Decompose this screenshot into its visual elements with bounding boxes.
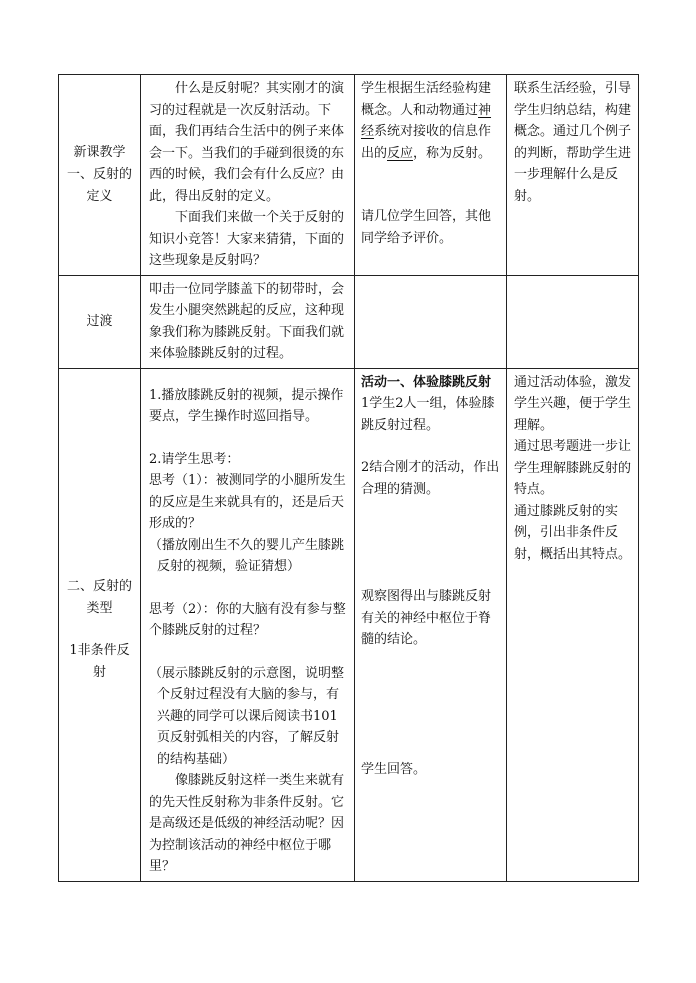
section-cell	[59, 275, 141, 368]
intent-text: 通过思考题进一步让学生理解膝跳反射的特点。	[514, 439, 632, 497]
intent-text: 联系生活经验，引导学生归纳总结，构建概念。通过几个例子的判断，帮助学生进一步理解什么是反射。	[514, 81, 632, 204]
intent-text: 通过膝跳反射的实例，引出非条件反射，概括出其特点。	[514, 503, 632, 562]
teacher-text: （播放刚出生不久的婴儿产生膝跳反射的视频，验证猜想）	[149, 537, 345, 574]
student-text: 学生根据生活经验构建概念。人和动物通过神经系统对接收的信息作出的反应，称为反射。	[361, 81, 492, 161]
teacher-activity-cell	[141, 75, 355, 276]
teacher-text: 1.播放膝跳反射的视频，提示操作要点，学生操作时巡回指导。	[149, 387, 344, 424]
table-row	[59, 75, 639, 276]
section-cell	[59, 75, 141, 276]
underlined-term: 反应	[387, 145, 414, 161]
section-label: 类型	[86, 600, 113, 616]
student-activity-cell	[355, 275, 507, 368]
teacher-text: 叩击一位同学膝盖下的韧带时，会发生小腿突然跳起的反应，这种现象我们称为膝跳反射。下面我们就来体验膝跳反射的过程。	[149, 281, 345, 361]
teacher-activity-cell	[141, 275, 355, 368]
student-text: 学生回答。	[361, 761, 427, 777]
student-text: 1学生2人一组，体验膝跳反射过程。	[361, 396, 495, 433]
lesson-plan-table	[58, 74, 639, 882]
activity-title: 活动一、体验膝跳反射	[361, 374, 492, 390]
section-label: 一、反射的	[66, 166, 132, 182]
section-label: 定义	[86, 188, 113, 204]
design-intent-cell	[507, 368, 639, 881]
section-label: 射	[92, 664, 106, 680]
design-intent-cell	[507, 275, 639, 368]
underlined-term: 神经	[361, 102, 492, 139]
section-label: 过渡	[86, 313, 113, 329]
student-activity-cell	[355, 368, 507, 881]
teacher-text: 什么是反射呢？其实刚才的演习的过程就是一次反射活动。下面，我们再结合生活中的例子来体会一下。当我们的手碰到很烫的东西的时候，我们会有什么反应？由此，得出反射的定义。	[149, 81, 345, 204]
table-row	[59, 275, 639, 368]
table-row	[59, 368, 639, 881]
teacher-text: 下面我们来做一个关于反射的知识小竞答！大家来猜猜，下面的这些现象是反射吗？	[149, 210, 345, 268]
section-label: 新课教学	[73, 144, 126, 160]
student-text: 观察图得出与膝跳反射有关的神经中枢位于脊髓的结论。	[361, 589, 492, 647]
design-intent-cell	[507, 75, 639, 276]
teacher-text: 2.请学生思考：	[149, 451, 240, 467]
section-label: 1非条件反	[69, 642, 130, 658]
teacher-text: 思考（2）：你的大脑有没有参与整个膝跳反射的过程？	[149, 601, 346, 638]
student-text: 2结合刚才的活动，作出合理的猜测。	[361, 460, 500, 497]
teacher-activity-cell	[141, 368, 355, 881]
student-activity-cell	[355, 75, 507, 276]
student-text: 请几位学生回答，其他同学给予评价。	[361, 209, 492, 246]
section-label: 二、反射的	[66, 578, 132, 594]
teacher-text: 像膝跳反射这样一类生来就有的先天性反射称为非条件反射。它是高级还是低级的神经活动呢？因为控制该活动的神经中枢位于哪里？	[149, 773, 345, 874]
section-cell	[59, 368, 141, 881]
intent-text: 通过活动体验，激发学生兴趣，便于学生理解。	[514, 374, 632, 433]
teacher-text: （展示膝跳反射的示意图，说明整个反射过程没有大脑的参与，有兴趣的同学可以课后阅读书101页反射弧相关的内容，了解反射的结构基础）	[149, 665, 345, 767]
teacher-text: 思考（1）：被测同学的小腿所发生的反应是生来就具有的，还是后天形成的？	[149, 473, 346, 531]
